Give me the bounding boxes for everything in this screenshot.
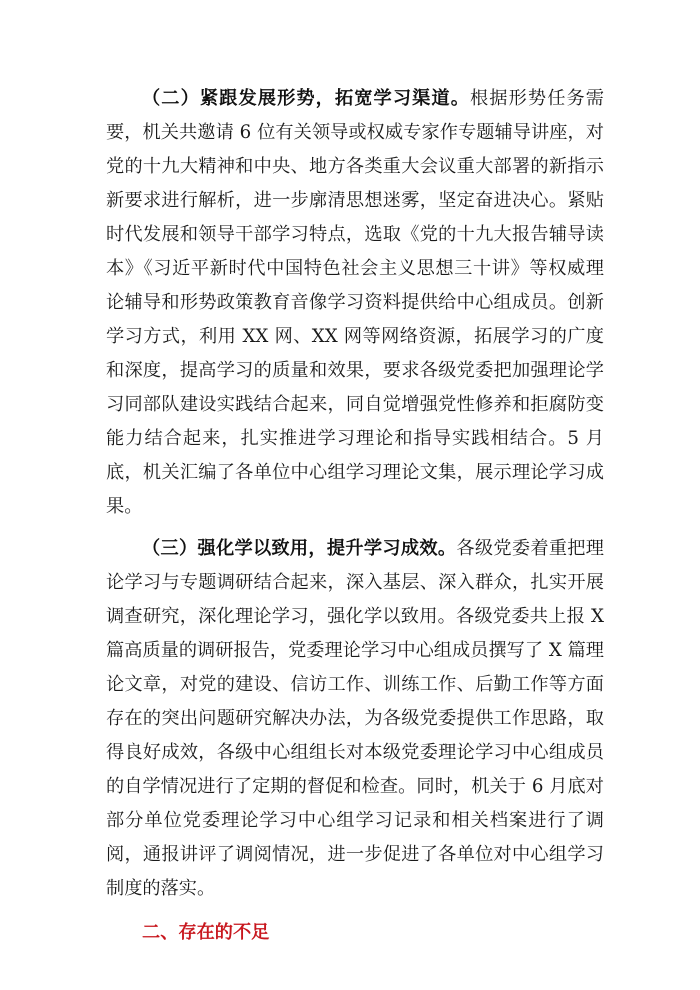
paragraph-text-broaden-channels: 根据形势任务需要，机关共邀请 6 位有关领导或权威专家作专题辅导讲座，对党的十九大精神和中央、地方各类重大会议重大部署的新指示新要求进行解析，进一步廓清思想迷雾，坚定奋进决心。紧贴时代发展和领导干部学习特点，选取《党的十九大报告辅导读本》《习近平新时代中国特色社会主义思想三十讲》等权威理论辅导和形势政策教育音像学习资料提供给中心组成员。创新学习方式，利用 XX 网、XX 网等网络资源，拓展学习的广度和深度，提高学习的质量和效果，要求各级党委把加强理论学习同部队建设实践结合起来，同自觉增强党性修养和拒腐防变能力结合起来，扎实推进学习理论和指导实践相结合。5 月底，机关汇编了各单位中心组学习理论文集，展示理论学习成果。 bbox=[106, 88, 604, 517]
section-heading-shortcomings: 二、存在的不足 bbox=[142, 922, 270, 943]
paragraph-broaden-channels bbox=[106, 82, 604, 524]
document-body bbox=[106, 82, 604, 950]
paragraph-apply-learning bbox=[106, 532, 604, 906]
paragraph-lead-apply-learning: （三）强化学以致用，提升学习成效。 bbox=[142, 538, 457, 559]
paragraph-lead-broaden-channels: （二）紧跟发展形势，拓宽学习渠道。 bbox=[142, 88, 471, 109]
paragraph-spacer bbox=[106, 524, 604, 532]
paragraph-text-apply-learning: 各级党委着重把理论学习与专题调研结合起来，深入基层、深入群众，扎实开展调查研究，深化理论学习，强化学以致用。各级党委共上报 X 篇高质量的调研报告，党委理论学习中心组成员撰写了 X 篇理论文章，对党的建设、信访工作、训练工作、后勤工作等方面存在的突出问题研究解决办法，为各级党委提供工作思路，取得良好成效，各级中心组组长对本级党委理论学习中心组成员的自学情况进行了定期的督促和检查。同时，机关于 6 月底对部分单位党委理论学习中心组学习记录和相关档案进行了调阅，通报讲评了调阅情况，进一步促进了各单位对中心组学习制度的落实。 bbox=[106, 538, 604, 899]
